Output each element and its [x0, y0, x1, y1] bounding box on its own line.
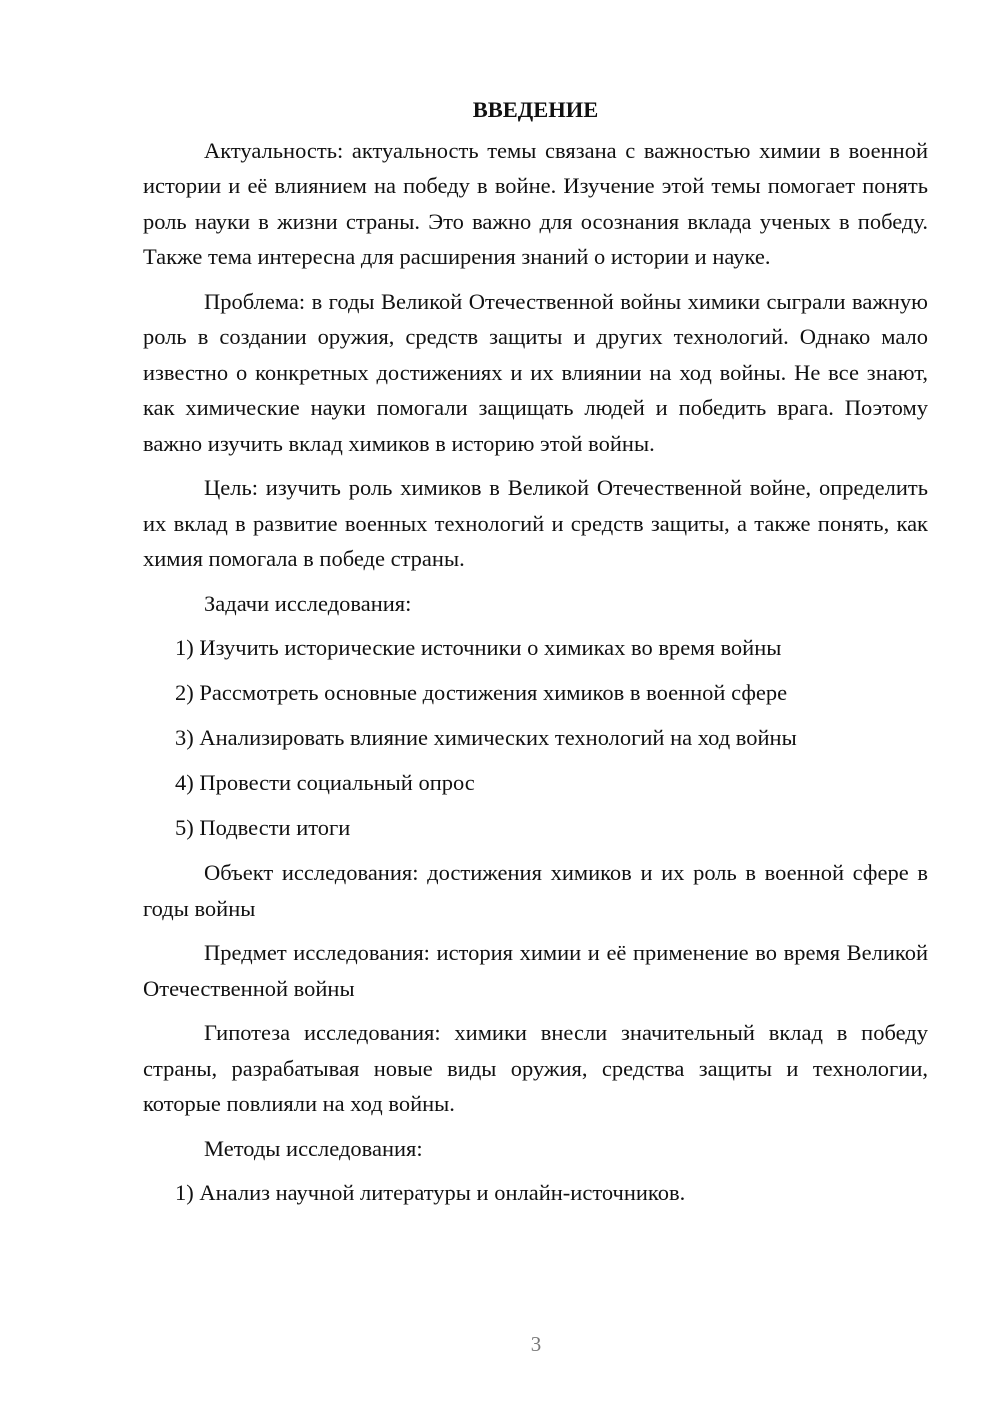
research-subject-paragraph: Предмет исследования: история химии и её применение во время Великой Отечественной войны: [143, 940, 928, 1001]
problem-paragraph: Проблема: в годы Великой Отечественной войны химики сыграли важную роль в создании оружия, средств защиты и других технологий. Однако мало известно о конкретных достижениях и их влиянии на ход войны. Не все знают, как химические науки помогали защищать людей и победить врага. Поэтому важно изучить вклад химиков в историю этой войны.: [143, 288, 928, 456]
research-object-paragraph: Объект исследования: достижения химиков и их роль в военной сфере в годы войны: [143, 860, 928, 921]
relevance-paragraph: Актуальность: актуальность темы связана с важностью химии в военной истории и её влиянием на победу в войне. Изучение этой темы помогает понять роль науки в жизни страны. Это важно для осознания вклада ученых в победу. Также тема интересна для расширения знаний о истории и науке.: [143, 137, 928, 269]
method-item: 1) Анализ научной литературы и онлайн-источников.: [175, 1180, 686, 1205]
task-item: 2) Рассмотреть основные достижения химиков в военной сфере: [175, 680, 788, 705]
task-item: 3) Анализировать влияние химических технологий на ход войны: [175, 725, 797, 750]
goal-paragraph: Цель: изучить роль химиков в Великой Отечественной войне, определить их вклад в развитие военных технологий и средств защиты, а также понять, как химия помогала в победе страны.: [143, 475, 928, 571]
page-content: [143, 92, 928, 1220]
hypothesis-paragraph: Гипотеза исследования: химики внесли значительный вклад в победу страны, разрабатывая новые виды оружия, средства защиты и технологии, которые повлияли на ход войны.: [143, 1020, 928, 1116]
methods-heading: Методы исследования:: [204, 1135, 423, 1161]
task-item: 4) Провести социальный опрос: [175, 770, 475, 795]
methods-list: [143, 1175, 928, 1211]
tasks-list: [143, 630, 928, 846]
tasks-heading: Задачи исследования:: [204, 590, 412, 616]
page-title: ВВЕДЕНИЕ: [472, 97, 599, 122]
page-number: 3: [530, 1332, 542, 1356]
task-item: 5) Подвести итоги: [175, 815, 351, 840]
task-item: 1) Изучить исторические источники о химиках во время войны: [175, 635, 782, 660]
